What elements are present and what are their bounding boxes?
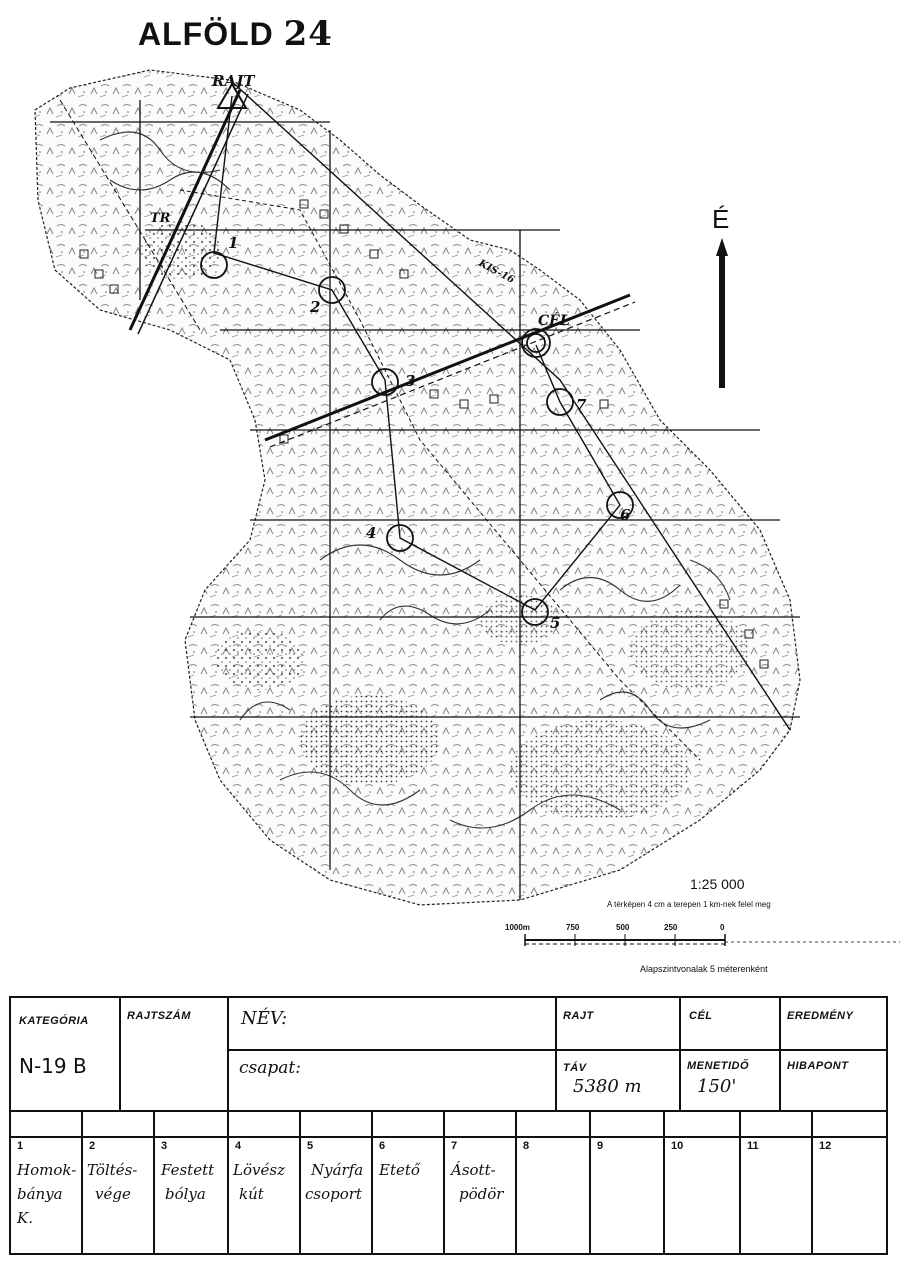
menetido-label: MENETIDŐ — [687, 1060, 750, 1072]
control-num-5: 5 — [307, 1140, 314, 1152]
control-label-1: 1 — [228, 234, 239, 252]
scale-bar — [505, 923, 900, 946]
divider — [663, 1110, 665, 1255]
desc-line: Homok- — [17, 1161, 77, 1179]
divider — [119, 998, 121, 1110]
divider — [227, 1110, 229, 1255]
scale-tick-750: 750 — [566, 923, 580, 932]
desc-line: Töltés- — [87, 1161, 138, 1179]
scale-tick-1000: 1000m — [505, 923, 530, 932]
control-num-3: 3 — [161, 1140, 168, 1152]
divider — [739, 1110, 741, 1255]
scale-ratio: 1:25 000 — [690, 876, 745, 892]
divider — [11, 1110, 886, 1112]
control-num-4: 4 — [235, 1140, 242, 1152]
control-num-7: 7 — [451, 1140, 458, 1152]
divider — [81, 1110, 83, 1255]
nev-label: NÉV: — [241, 1008, 288, 1029]
kis-label: KIS-16 — [476, 257, 517, 286]
desc-line: Nyárfa — [311, 1161, 364, 1179]
divider — [227, 998, 229, 1110]
divider — [443, 1110, 445, 1255]
divider — [153, 1110, 155, 1255]
kategoria-value: N-19 B — [19, 1054, 87, 1078]
divider — [371, 1110, 373, 1255]
control-card — [9, 996, 888, 1255]
scale-note: A térképen 4 cm a terepen 1 km-nek felel meg — [607, 900, 771, 909]
scale-tick-0: 0 — [720, 923, 725, 932]
control-desc-7 — [451, 1158, 503, 1206]
divider — [227, 1049, 555, 1051]
divider — [11, 1136, 886, 1138]
control-desc-2 — [87, 1158, 137, 1206]
desc-line: pödör — [459, 1185, 504, 1203]
control-desc-5 — [305, 1158, 363, 1206]
finish-label: CÉL — [538, 313, 570, 329]
control-num-6: 6 — [379, 1140, 386, 1152]
control-num-1: 1 — [17, 1140, 24, 1152]
divider — [811, 1110, 813, 1255]
control-num-10: 10 — [671, 1140, 684, 1152]
control-label-2: 2 — [310, 298, 321, 316]
control-label-5: 5 — [550, 614, 561, 632]
map-title-name: ALFÖLD — [138, 16, 274, 52]
north-arrow — [712, 204, 729, 388]
control-label-4: 4 — [366, 524, 377, 542]
divider — [779, 998, 781, 1110]
desc-line: Festett — [161, 1161, 215, 1179]
desc-line: Etető — [379, 1161, 420, 1179]
scale-tick-250: 250 — [664, 923, 678, 932]
divider — [555, 998, 557, 1110]
tav-label: TÁV — [563, 1062, 587, 1074]
divider — [515, 1110, 517, 1255]
map-title-number: 24 — [283, 14, 333, 54]
scale-tick-500: 500 — [616, 923, 630, 932]
desc-line: K. — [17, 1209, 33, 1227]
contour-note: Alapszintvonalak 5 méterenként — [640, 964, 768, 974]
control-num-11: 11 — [747, 1140, 759, 1152]
control-label-6: 6 — [620, 506, 631, 524]
desc-line: csoport — [305, 1185, 362, 1203]
csapat-label: csapat: — [239, 1058, 301, 1078]
rajtszam-label: RAJTSZÁM — [127, 1010, 191, 1022]
desc-line: kút — [239, 1185, 264, 1203]
rajt-label: RAJT — [563, 1010, 594, 1022]
control-num-2: 2 — [89, 1140, 96, 1152]
cel-label: CÉL — [689, 1010, 713, 1022]
divider — [589, 1110, 591, 1255]
control-desc-4 — [233, 1158, 285, 1206]
menetido-value: 150' — [697, 1076, 737, 1097]
start-label: RAJT — [212, 72, 255, 90]
control-desc-6 — [379, 1158, 420, 1182]
tav-value: 5380 m — [573, 1076, 642, 1097]
desc-line: vége — [95, 1185, 131, 1203]
desc-line: bólya — [165, 1185, 206, 1203]
hibapont-label: HIBAPONT — [787, 1060, 849, 1072]
divider — [555, 1049, 886, 1051]
control-desc-1 — [17, 1158, 76, 1230]
desc-line: Lövész — [233, 1161, 285, 1179]
control-num-12: 12 — [819, 1140, 832, 1152]
kategoria-label: KATEGÓRIA — [19, 1015, 89, 1027]
north-label: É — [712, 204, 730, 234]
control-label-3: 3 — [405, 372, 416, 390]
tr-label: TR — [150, 211, 171, 226]
control-num-9: 9 — [597, 1140, 604, 1152]
eredmeny-label: EREDMÉNY — [787, 1010, 854, 1022]
control-label-7: 7 — [576, 396, 587, 414]
control-num-8: 8 — [523, 1140, 530, 1152]
desc-line: bánya — [17, 1185, 63, 1203]
desc-line: Ásott- — [451, 1161, 496, 1179]
control-desc-3 — [161, 1158, 214, 1206]
divider — [679, 998, 681, 1110]
divider — [299, 1110, 301, 1255]
